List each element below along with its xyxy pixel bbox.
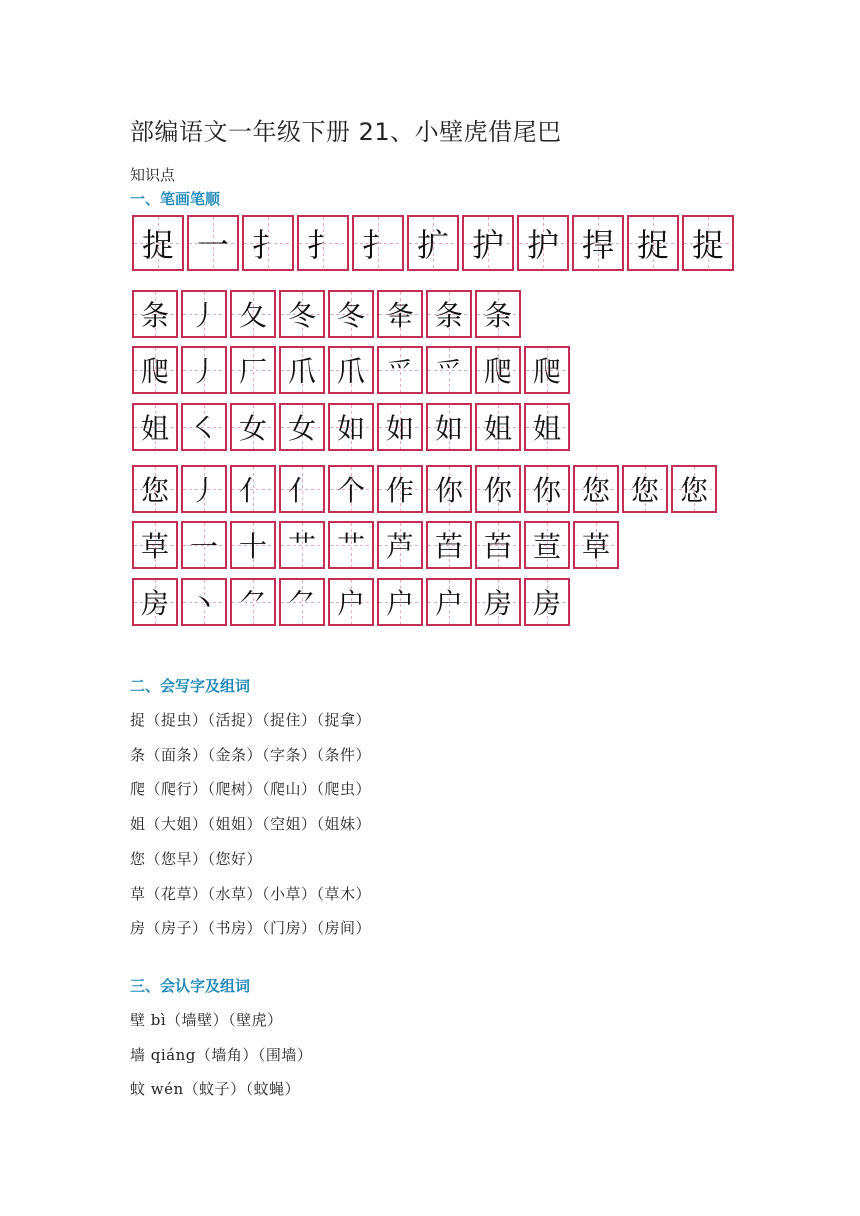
stroke-step-cell: 爫 (426, 346, 472, 394)
page-title: 部编语文一年级下册 21、小壁虎借尾巴 (130, 118, 562, 146)
stroke-step-cell: 冬 (328, 290, 374, 338)
stroke-step-cell: 您 (671, 465, 717, 513)
stroke-step-cell: 你 (524, 465, 570, 513)
stroke-step-cell: 爪 (279, 346, 325, 394)
stroke-step-cell: 丿 (181, 465, 227, 513)
stroke-row (132, 290, 524, 338)
stroke-step-cell: 草 (573, 521, 619, 569)
stroke-step-cell: 丶 (181, 578, 227, 626)
stroke-step-cell: 条 (475, 290, 521, 338)
stroke-character-cell: 您 (132, 465, 178, 513)
stroke-step-cell: 你 (475, 465, 521, 513)
stroke-step-cell: 一 (187, 215, 239, 271)
stroke-step-cell: 荁 (524, 521, 570, 569)
stroke-step-cell: 您 (573, 465, 619, 513)
stroke-step-cell: 条 (426, 290, 472, 338)
stroke-row (132, 521, 622, 569)
stroke-step-cell: 爪 (328, 346, 374, 394)
stroke-step-cell: 芦 (377, 521, 423, 569)
stroke-step-cell: 户 (426, 578, 472, 626)
stroke-row (132, 346, 573, 394)
stroke-character-cell: 房 (132, 578, 178, 626)
stroke-step-cell: 爬 (524, 346, 570, 394)
stroke-step-cell: 亻 (279, 465, 325, 513)
stroke-row (132, 578, 573, 626)
stroke-step-cell: 丿 (181, 346, 227, 394)
stroke-step-cell: 苩 (475, 521, 521, 569)
knowledge-points-label: 知识点 (130, 166, 176, 184)
stroke-step-cell: 房 (475, 578, 521, 626)
stroke-step-cell: 捉 (627, 215, 679, 271)
word-line: 房（房子）（书房）（门房）（房间） (130, 919, 372, 938)
stroke-step-cell: 扌 (352, 215, 404, 271)
stroke-step-cell: 户 (328, 578, 374, 626)
stroke-step-cell: 如 (328, 403, 374, 451)
section-heading-strokes: 一、笔画笔顺 (130, 190, 221, 208)
stroke-step-cell: 作 (377, 465, 423, 513)
stroke-step-cell: 扌 (297, 215, 349, 271)
stroke-character-cell: 捉 (132, 215, 184, 271)
stroke-step-cell: 捉 (682, 215, 734, 271)
word-line: 您（您早）（您好） (130, 849, 263, 868)
stroke-step-cell: 护 (462, 215, 514, 271)
stroke-step-cell: 爬 (475, 346, 521, 394)
word-line: 墙 qiáng（墙角）（围墙） (130, 1045, 313, 1064)
stroke-step-cell: 捍 (572, 215, 624, 271)
stroke-step-cell: 扌 (242, 215, 294, 271)
stroke-step-cell: 如 (377, 403, 423, 451)
stroke-step-cell: 护 (517, 215, 569, 271)
stroke-step-cell: 厂 (230, 346, 276, 394)
stroke-step-cell: 苩 (426, 521, 472, 569)
stroke-step-cell: 你 (426, 465, 472, 513)
stroke-character-cell: 爬 (132, 346, 178, 394)
stroke-step-cell: ⺈ (279, 578, 325, 626)
word-line: 蚊 wén（蚊子）（蚊蝇） (130, 1080, 301, 1099)
stroke-step-cell: 姐 (475, 403, 521, 451)
stroke-character-cell: 条 (132, 290, 178, 338)
word-line: 爬（爬行）（爬树）（爬山）（爬虫） (130, 780, 372, 799)
stroke-step-cell: 艹 (279, 521, 325, 569)
stroke-step-cell: 户 (377, 578, 423, 626)
stroke-step-cell: 个 (328, 465, 374, 513)
stroke-step-cell: 您 (622, 465, 668, 513)
word-line: 草（花草）（水草）（小草）（草木） (130, 884, 372, 903)
section-heading-recognize: 三、会认字及组词 (130, 977, 251, 995)
stroke-step-cell: 丿 (181, 290, 227, 338)
section-heading-write: 二、会写字及组词 (130, 677, 251, 695)
word-line: 姐（大姐）（姐姐）（空姐）（姐妹） (130, 815, 372, 834)
stroke-step-cell: 一 (181, 521, 227, 569)
stroke-row (132, 465, 720, 513)
stroke-step-cell: 姐 (524, 403, 570, 451)
word-line: 条（面条）（金条）（字条）（条件） (130, 745, 372, 764)
word-line: 捉（捉虫）（活捉）（捉住）（捉拿） (130, 711, 372, 729)
stroke-step-cell: 冬 (279, 290, 325, 338)
stroke-step-cell: 亻 (230, 465, 276, 513)
stroke-step-cell: 艹 (328, 521, 374, 569)
stroke-row (132, 403, 573, 451)
stroke-character-cell: 姐 (132, 403, 178, 451)
stroke-step-cell: 夅 (377, 290, 423, 338)
word-line: 壁 bì（墙壁）（壁虎） (130, 1011, 283, 1029)
stroke-row (132, 215, 737, 271)
stroke-step-cell: 房 (524, 578, 570, 626)
stroke-step-cell: 如 (426, 403, 472, 451)
stroke-step-cell: 夂 (230, 290, 276, 338)
stroke-step-cell: 女 (230, 403, 276, 451)
stroke-step-cell: 爫 (377, 346, 423, 394)
stroke-step-cell: ㇛ (181, 403, 227, 451)
stroke-step-cell: 十 (230, 521, 276, 569)
stroke-step-cell: 扩 (407, 215, 459, 271)
stroke-step-cell: 女 (279, 403, 325, 451)
stroke-character-cell: 草 (132, 521, 178, 569)
stroke-step-cell: ⺈ (230, 578, 276, 626)
